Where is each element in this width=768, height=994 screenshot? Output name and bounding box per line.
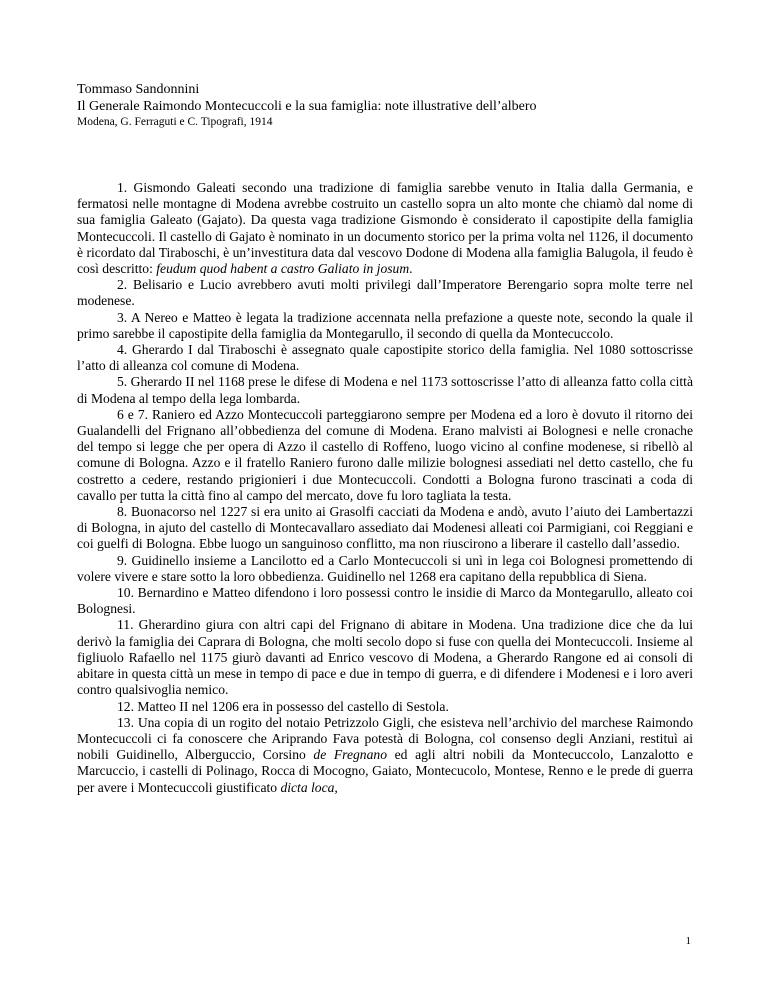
paragraph-6-7: 6 e 7. Raniero ed Azzo Montecuccoli parteggiarono sempre per Modena ed a loro è dovuto il ritorno dei Gualandelli del Frignano all’obbedienza del comune di Modena. Erano malvisti ai Bolognesi e nelle cronache del tempo si legge che per opera di Azzo il castello di Roffeno, luogo vicino al confine modenese, si ribellò al comune di Bologna. Azzo e il fratello Raniero furono dalle milizie bolognesi assediati nel detto castello, che fu costretto a cedere, restando prigionieri i due Montecuccoli. Condotti a Bologna furono trascinati a coda di cavallo per tutta la città fino al campo del mercato, dove fu loro tagliata la testa. [77,406,693,503]
author-name: Tommaso Sandonnini [77,82,200,97]
document-body [77,180,693,796]
paragraph-9: 9. Guidinello insieme a Lancilotto ed a Carlo Montecuccoli si unì in lega coi Bolognesi promettendo di volere vivere e stare sotto la loro obbedienza. Guidinello nel 1268 era capitano della repubblica di Siena. [77,552,693,584]
paragraph-4: 4. Gherardo I dal Tiraboschi è assegnato quale capostipite storico della famiglia. Nel 1080 sottoscrisse l’atto di alleanza col comune di Modena. [77,342,693,374]
paragraph-11: 11. Gherardino giura con altri capi del Frignano di abitare in Modena. Una tradizione dice che da lui derivò la famiglia dei Caprara di Bologna, che molti secolo dopo si fuse con quella dei Montecuccoli. Insieme al figliuolo Rafaello nel 1175 giurò davanti ad Enrico vescovo di Modena, a Gherardo Rangone ed ai consoli di abitare in questa città un mese in tempo di pace e due in tempo di guerra, e di difendere i Modenesi e i loro averi contro qualsivoglia nemico. [77,617,693,698]
paragraph-13: 13. Una copia di un rogito del notaio Petrizzolo Gigli, che esisteva nell’archivio del marchese Raimondo Montecuccoli ci fa conoscere che Ariprando Fava potestà di Bologna, col consenso degli Anziani, restituì ai nobili Guidinello, Alberguccio, Corsino de Fregnano ed agli altri nobili da Montecuccolo, Lanzalotto e Marcuccio, i castelli di Polinago, Rocca di Mocogno, Gaiato, Montecucolo, Montese, Renno e le prede di guerra per avere i Montecuccoli giustificato dicta loca, [77,714,693,795]
paragraph-5: 5. Gherardo II nel 1168 prese le difese di Modena e nel 1173 sottoscrisse l’atto di alleanza fatto colla città di Modena al tempo della lega lombarda. [77,374,693,406]
publication-info: Modena, G. Ferraguti e C. Tipografi, 1914 [77,116,273,128]
paragraph-2: 2. Belisario e Lucio avrebbero avuti molti privilegi dall’Imperatore Berengario sopra molte terre nel modenese. [77,277,693,309]
paragraph-1: 1. Gismondo Galeati secondo una tradizione di famiglia sarebbe venuto in Italia dalla Germania, e fermatosi nelle montagne di Modena avrebbe costruito un castello sopra un alto monte che chiamò dal nome di sua famiglia Galeato (Gajato). Da questa vaga tradizione Gismondo è considerato il capostipite della famiglia Montecuccoli. Il castello di Gajato è nominato in un documento storico per la prima volta nel 1126, il documento è ricordato dal Tiraboschi, è un’investitura data dal vescovo Dodone di Modena alla famiglia Balugola, il feudo è così descritto: feudum quod habent a castro Galiato in josum. [77,180,693,277]
page-number: 1 [685,935,691,947]
document-title: Il Generale Raimondo Montecuccoli e la sua famiglia: note illustrative dell’albero [77,99,537,114]
paragraph-12: 12. Matteo II nel 1206 era in possesso del castello di Sestola. [117,698,449,714]
paragraph-8: 8. Buonacorso nel 1227 si era unito ai Grasolfi cacciati da Modena e andò, avuto l’aiuto dei Lambertazzi di Bologna, in ajuto del castello di Montecavallaro assediato dai Modenesi alleati coi Parmigiani, coi Reggiani e coi guelfi di Bologna. Ebbe luogo un sanguinoso conflitto, ma non riuscirono a liberare il castello dall’assedio. [77,504,693,552]
paragraph-3: 3. A Nereo e Matteo è legata la tradizione accennata nella prefazione a queste note, secondo la quale il primo sarebbe il capostipite della famiglia da Montegarullo, il secondo di quella da Montecuccolo. [77,309,693,341]
paragraph-10: 10. Bernardino e Matteo difendono i loro possessi contro le insidie di Marco da Montegarullo, alleato coi Bolognesi. [77,585,693,617]
document-header [77,81,697,130]
